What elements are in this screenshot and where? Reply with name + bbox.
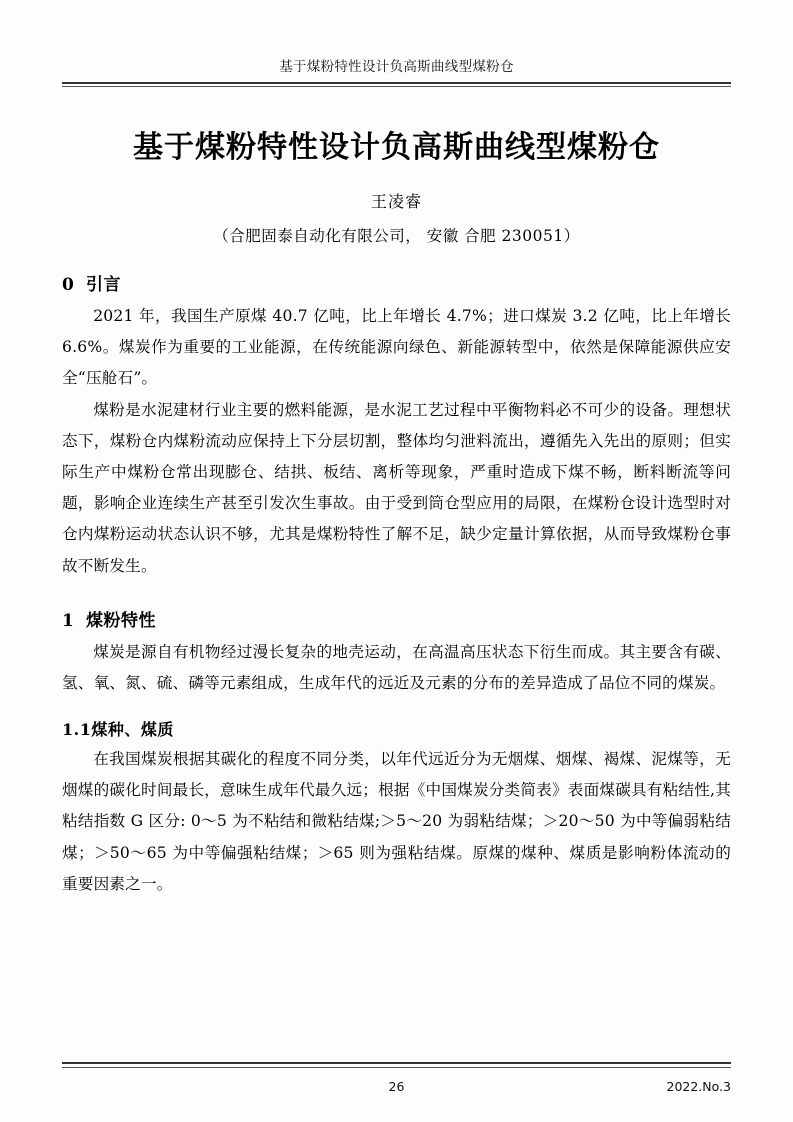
subsection-number-1-1: 1.1 bbox=[62, 720, 92, 740]
paragraph-0-1: 煤粉是水泥建材行业主要的燃料能源，是水泥工艺过程中平衡物料必不可少的设备。理想状态下，煤粉仓内煤粉流动应保持上下分层切割，整体均匀泄料流出，遵循先入先出的原则；但实际生产中煤粉仓常出现膨仓、结拱、板结、离析等现象，严重时造成下煤不畅，断料断流等问题，影响企业连续生产甚至引发次生事故。由于受到筒仓型应用的局限，在煤粉仓设计选型时对仓内煤粉运动状态认识不够，尤其是煤粉特性了解不足，缺少定量计算依据，从而导致煤粉仓事故不断发生。 bbox=[62, 400, 731, 575]
document-body bbox=[62, 100, 731, 900]
running-head: 基于煤粉特性设计负高斯曲线型煤粉仓 bbox=[279, 59, 514, 75]
header-rule-thin bbox=[62, 86, 731, 87]
page-footer bbox=[62, 1079, 731, 1094]
header-rule-thick bbox=[62, 82, 731, 84]
subsection-title-1-1: 煤种、煤质 bbox=[91, 720, 174, 740]
subsection-heading-1-1 bbox=[62, 717, 731, 740]
author-name: 王凌睿 bbox=[370, 192, 422, 211]
footer-issue: 2022.No.3 bbox=[666, 1079, 731, 1094]
section-heading-0 bbox=[62, 270, 731, 295]
footer-rule-thin bbox=[62, 1067, 731, 1068]
footer-rule-thick bbox=[62, 1062, 731, 1064]
section-title-1: 煤粉特性 bbox=[86, 610, 156, 631]
paragraph-1-0: 煤炭是源自有机物经过漫长复杂的地壳运动，在高温高压状态下衍生而成。其主要含有碳、氢、氧、氮、硫、磷等元素组成，生成年代的远近及元素的分布的差异造成了品位不同的煤炭。 bbox=[62, 642, 731, 692]
section-heading-1 bbox=[62, 606, 731, 631]
author-affiliation: （合肥固泰自动化有限公司， 安徽 合肥 230051） bbox=[213, 227, 580, 245]
section-number-0: 0 bbox=[62, 275, 75, 295]
footer-page-number: 26 bbox=[388, 1079, 405, 1094]
section-title-0: 引言 bbox=[86, 275, 121, 295]
page-title: 基于煤粉特性设计负高斯曲线型煤粉仓 bbox=[133, 130, 660, 165]
paragraph-0-0: 2021 年，我国生产原煤 40.7 亿吨，比上年增长 4.7%；进口煤炭 3.2 亿吨，比上年增长 6.6%。煤炭作为重要的工业能源，在传统能源向绿色、新能源转型中，依然是保障能源供应安全“压舱石”。 bbox=[62, 307, 731, 388]
paragraph-1-1-0: 在我国煤炭根据其碳化的程度不同分类，以年代远近分为无烟煤、烟煤、褐煤、泥煤等，无烟煤的碳化时间最长，意味生成年代最久远；根据《中国煤炭分类简表》表面煤碳具有粘结性,其粘结指数 G 区分: 0～5 为不粘结和微粘结煤;＞5～20 为弱粘结煤；＞20～50 为中等偏弱粘结煤；＞50～65 为中等偏强粘结煤；＞65 则为强粘结煤。原煤的煤种、煤质是影响粉体流动的重要因素之一。 bbox=[62, 750, 731, 893]
section-number-1: 1 bbox=[62, 610, 75, 631]
